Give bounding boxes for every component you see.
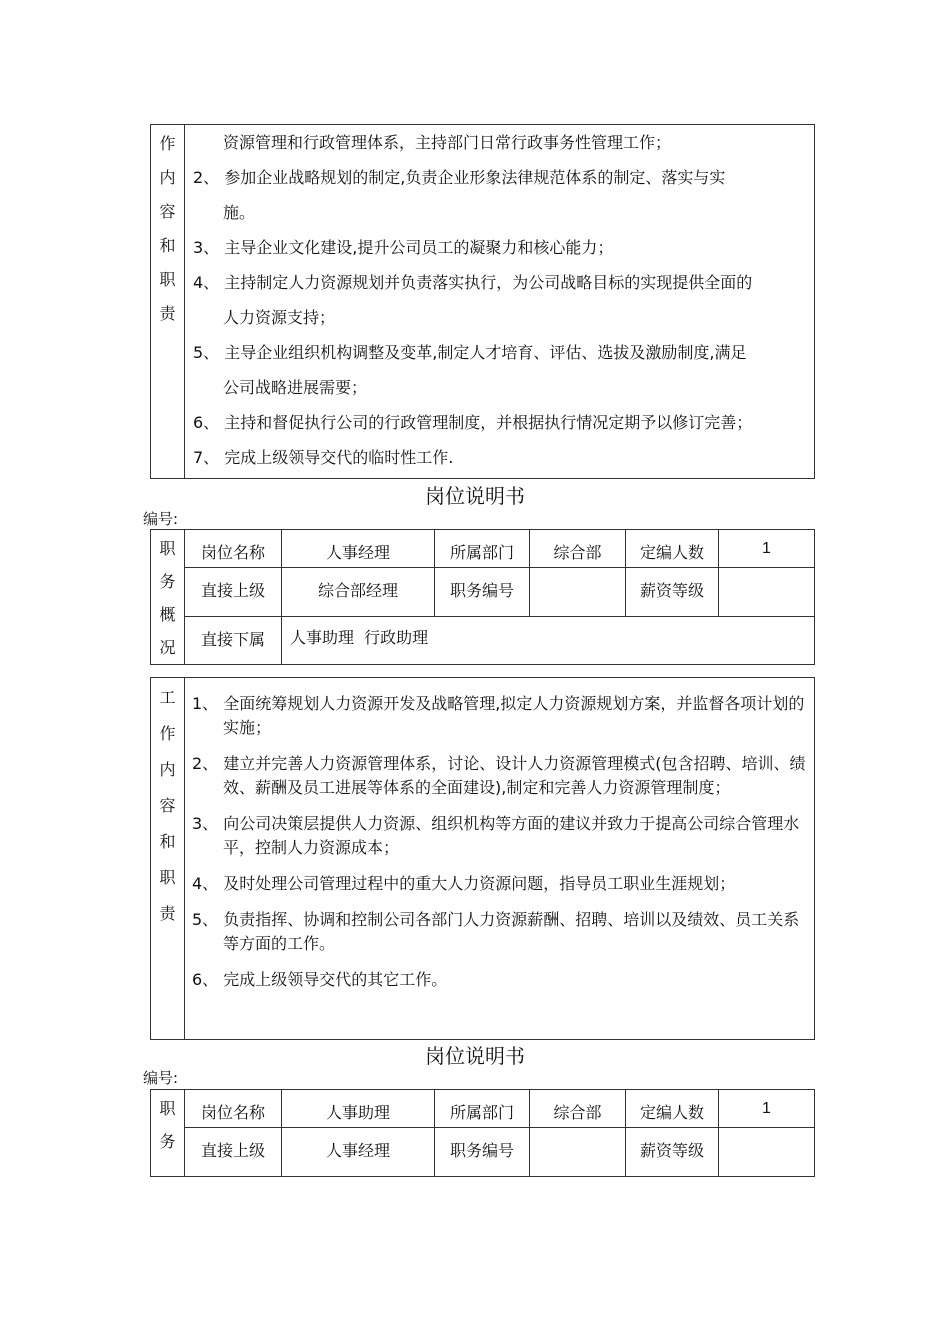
side-label-char: 内: [159, 760, 176, 779]
job-no-label: 职务编号: [435, 568, 530, 617]
doc-title: 岗位说明书: [425, 484, 525, 508]
job-no-value: [530, 1128, 626, 1177]
duty-content: [185, 125, 815, 479]
side-label-char: 职: [159, 270, 176, 289]
duty-line: 2、 参加企业战略规划的制定,负责企业形象法律规范体系的制定、落实与实: [193, 168, 726, 187]
dept-label: 所属部门: [435, 1090, 530, 1128]
duty-content: [185, 678, 815, 1040]
duty-line: 7、 完成上级领导交代的临时性工作.: [193, 448, 454, 467]
duty-line: 4、 主持制定人力资源规划并负责落实执行，为公司战略目标的实现提供全面的: [193, 273, 753, 292]
duty-item: 5、 负责指挥、协调和控制公司各部门人力资源薪酬、招聘、培训以及绩效、员工关系等方面的工作。: [192, 910, 800, 953]
headcount-label: 定编人数: [626, 1090, 719, 1128]
superior-value: 人事经理: [282, 1128, 435, 1177]
job-no-value: [530, 568, 626, 617]
side-label-char: 务: [159, 1132, 176, 1151]
summary-side-label: [151, 1090, 185, 1177]
position-summary-table: [150, 1089, 815, 1177]
pos-name-value: 人事助理: [282, 1090, 435, 1128]
duty-line: 施。: [223, 203, 256, 222]
side-label-char: 责: [159, 304, 176, 323]
salary-label: 薪资等级: [626, 1128, 719, 1177]
duty-item: 4、 及时处理公司管理过程中的重大人力资源问题，指导员工职业生涯规划；: [192, 874, 736, 893]
headcount-label: 定编人数: [626, 530, 719, 568]
side-label-char: 容: [159, 796, 176, 815]
superior-label: 直接上级: [185, 568, 282, 617]
duty-line: 5、 主导企业组织机构调整及变革,制定人才培育、评估、选拔及激励制度,满足: [193, 343, 747, 362]
code-label: 编号:: [143, 1069, 179, 1087]
side-label-char: 工: [159, 688, 176, 707]
side-label-char: 职: [159, 539, 176, 558]
pos-name-value: 人事经理: [282, 530, 435, 568]
side-label-char: 况: [159, 638, 176, 657]
side-label-char: 作: [159, 134, 176, 153]
pos-name-label: 岗位名称: [185, 1090, 282, 1128]
duty-line: 资源管理和行政管理体系，主持部门日常行政事务性管理工作；: [223, 133, 672, 152]
position-summary-table: [150, 529, 815, 665]
pos-name-label: 岗位名称: [185, 530, 282, 568]
job-no-label: 职务编号: [435, 1128, 530, 1177]
duty-item: 2、 建立并完善人力资源管理体系，讨论、设计人力资源管理模式(包含招聘、培训、绩效、薪酬及员工进展等体系的全面建设),制定和完善人力资源管理制度；: [192, 754, 806, 797]
duty-side-label: [151, 678, 185, 1040]
summary-side-label: [151, 530, 185, 665]
doc-title: 岗位说明书: [425, 1044, 525, 1068]
duty-line: 公司战略进展需要；: [223, 378, 368, 397]
side-label-char: 作: [159, 724, 176, 743]
side-label-char: 责: [159, 904, 176, 923]
side-label-char: 容: [159, 202, 176, 221]
side-label-char: 务: [159, 572, 176, 591]
side-label-char: 和: [159, 832, 176, 851]
dept-label: 所属部门: [435, 530, 530, 568]
headcount-value: 1: [719, 530, 815, 568]
superior-value: 综合部经理: [282, 568, 435, 617]
duty-side-label: [151, 125, 185, 479]
salary-label: 薪资等级: [626, 568, 719, 617]
superior-label: 直接上级: [185, 1128, 282, 1177]
subordinate-value: 人事助理 行政助理: [282, 617, 815, 665]
duty-table-continued: [150, 124, 815, 479]
dept-value: 综合部: [530, 530, 626, 568]
side-label-char: 概: [159, 605, 176, 624]
side-label-char: 内: [159, 168, 176, 187]
salary-value: [719, 568, 815, 617]
dept-value: 综合部: [530, 1090, 626, 1128]
duty-item: 3、 向公司决策层提供人力资源、组织机构等方面的建议并致力于提高公司综合管理水平，控制人力资源成本；: [192, 814, 800, 857]
side-label-char: 和: [159, 236, 176, 255]
duty-item: 6、 完成上级领导交代的其它工作。: [192, 970, 448, 989]
duty-line: 人力资源支持；: [223, 308, 336, 327]
salary-value: [719, 1128, 815, 1177]
subordinate-label: 直接下属: [185, 617, 282, 665]
duty-item: 1、 全面统筹规划人力资源开发及战略管理,拟定人力资源规划方案，并监督各项计划的实施；: [192, 694, 805, 737]
duty-table: [150, 677, 815, 1040]
duty-line: 6、 主持和督促执行公司的行政管理制度，并根据执行情况定期予以修订完善；: [193, 413, 753, 432]
side-label-char: 职: [159, 868, 176, 887]
code-label: 编号:: [143, 510, 179, 528]
side-label-char: 职: [159, 1099, 176, 1118]
duty-line: 3、 主导企业文化建设,提升公司员工的凝聚力和核心能力；: [193, 238, 614, 257]
headcount-value: 1: [719, 1090, 815, 1128]
